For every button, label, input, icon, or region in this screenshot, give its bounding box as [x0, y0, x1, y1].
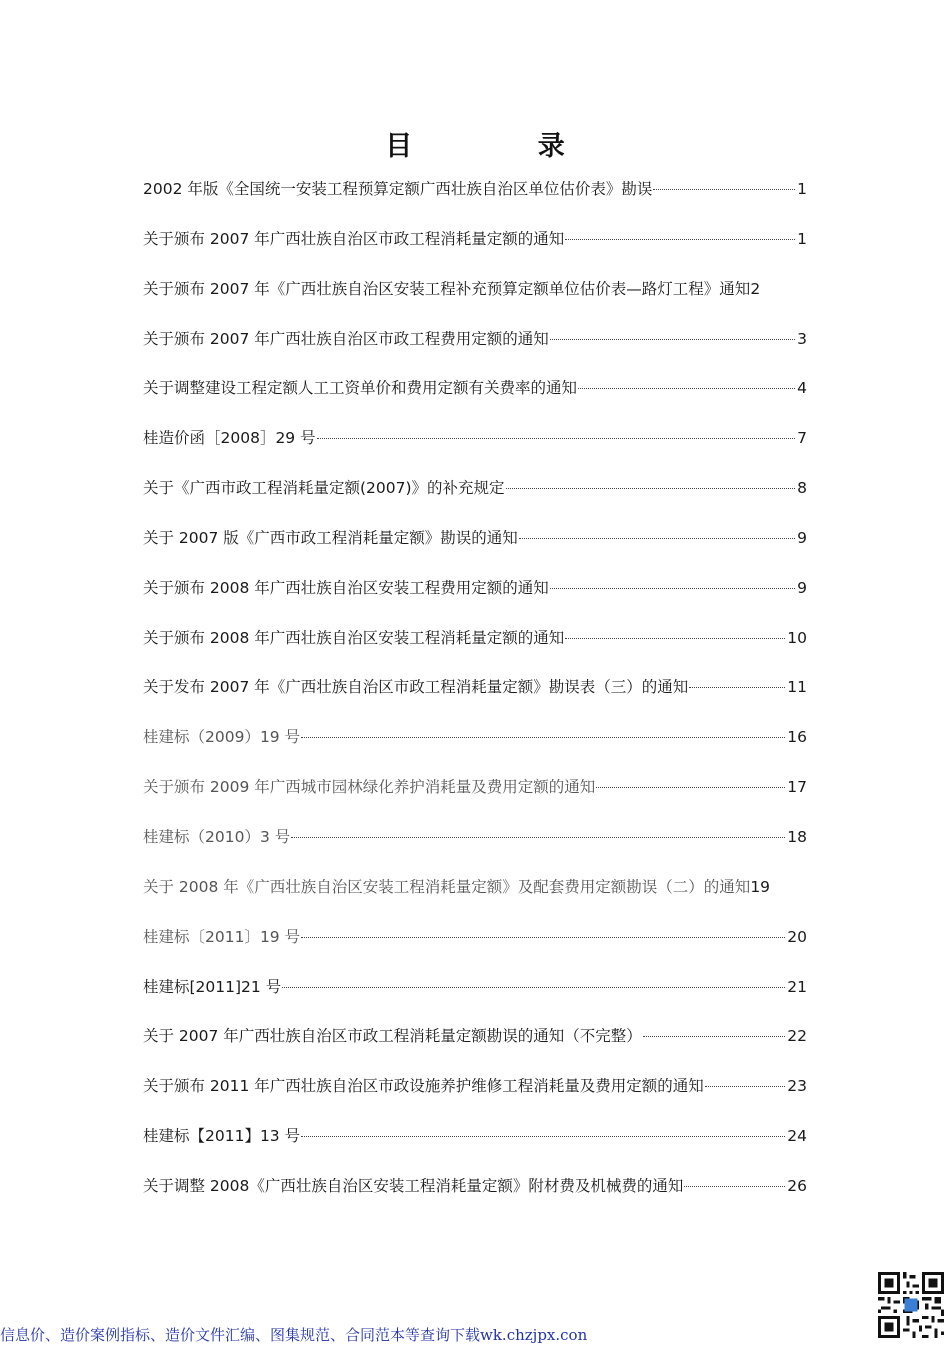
dot-leader: [301, 1136, 785, 1137]
toc-entry[interactable]: [143, 623, 807, 673]
toc-entry[interactable]: [143, 922, 807, 972]
toc-entry-title: 关于 2007 版《广西市政工程消耗量定额》勘误的通知: [143, 528, 518, 547]
dot-leader: [578, 388, 795, 389]
toc-entry[interactable]: [143, 473, 807, 523]
toc-entry-page: 18: [787, 827, 807, 846]
toc-entry-title: 关于颁布 2011 年广西壮族自治区市政设施养护维修工程消耗量及费用定额的通知: [143, 1077, 704, 1096]
toc-entry-page: 1: [797, 229, 807, 248]
toc-entry-page: 7: [797, 429, 807, 448]
toc-entry-page: 11: [787, 678, 807, 697]
dot-leader: [565, 239, 795, 240]
dot-leader: [291, 837, 785, 838]
toc-entry-title: 桂造价函［2008］29 号: [143, 429, 316, 448]
dot-leader: [550, 339, 795, 340]
toc-entry-title: 关于发布 2007 年《广西壮族自治区市政工程消耗量定额》勘误表（三）的通知: [143, 678, 689, 697]
toc-entry-page: 8: [797, 479, 807, 498]
toc-entry-title: 桂建标[2011]21 号: [143, 977, 282, 996]
toc-entry[interactable]: [143, 274, 807, 324]
toc-entry-page: 16: [787, 728, 807, 747]
toc-entry-page: 24: [787, 1127, 807, 1146]
toc-entry-page: 3: [797, 329, 807, 348]
toc-entry[interactable]: [143, 872, 807, 922]
toc-entry-page: 4: [797, 379, 807, 398]
toc-entry-title: 桂建标【2011】13 号: [143, 1127, 301, 1146]
toc-entry-title: 桂建标（2010）3 号: [143, 827, 291, 846]
toc-entry[interactable]: [143, 523, 807, 573]
toc-entry[interactable]: [143, 672, 807, 722]
toc-entry-page: 17: [787, 778, 807, 797]
toc-entry-title: 关于颁布 2009 年广西城市园林绿化养护消耗量及费用定额的通知: [143, 778, 596, 797]
qr-code-icon[interactable]: [878, 1272, 944, 1338]
toc-entry[interactable]: [143, 423, 807, 473]
toc-entry[interactable]: [143, 1121, 807, 1171]
toc-entry-page: 9: [797, 578, 807, 597]
toc-entry-title: 关于 2007 年广西壮族自治区市政工程消耗量定额勘误的通知（不完整）: [143, 1027, 642, 1046]
toc-entry[interactable]: [143, 573, 807, 623]
toc-entry[interactable]: [143, 822, 807, 872]
dot-leader: [705, 1086, 785, 1087]
dot-leader: [550, 588, 795, 589]
toc-entry[interactable]: [143, 972, 807, 1022]
toc-entry-title: 桂建标（2009）19 号: [143, 728, 301, 747]
toc-entry[interactable]: [143, 324, 807, 374]
dot-leader: [689, 687, 785, 688]
dot-leader: [565, 638, 785, 639]
toc-entry[interactable]: [143, 1171, 807, 1221]
toc-entry-title: 桂建标〔2011〕19 号: [143, 927, 301, 946]
toc-entry-title: 关于调整 2008《广西壮族自治区安装工程消耗量定额》附材费及机械费的通知: [143, 1176, 684, 1195]
footer-watermark-link[interactable]: 信息价、造价案例指标、造价文件汇编、图集规范、合同范本等查询下载wk.chzjpx.con: [0, 1326, 588, 1344]
dot-leader: [301, 737, 785, 738]
toc-entry-page: 10: [787, 628, 807, 647]
toc-entry[interactable]: [143, 174, 807, 224]
toc-entry[interactable]: [143, 772, 807, 822]
toc-entry-page: 1: [797, 180, 807, 198]
toc-entry-page: 19: [750, 877, 771, 896]
dot-leader: [301, 937, 785, 938]
dot-leader: [317, 438, 796, 439]
toc-entry-page: 21: [787, 977, 807, 996]
dot-leader: [282, 987, 785, 988]
toc-entry-title: 关于颁布 2007 年广西壮族自治区市政工程消耗量定额的通知: [143, 229, 565, 248]
toc-entry[interactable]: [143, 224, 807, 274]
dot-leader: [653, 189, 795, 190]
toc-entry-title: 关于颁布 2007 年《广西壮族自治区安装工程补充预算定额单位估价表—路灯工程》通知: [143, 279, 751, 298]
toc-entry-title: 2002 年版《全国统一安装工程预算定额广西壮族自治区单位估价表》勘误: [143, 180, 653, 198]
toc-entry-title: 关于 2008 年《广西壮族自治区安装工程消耗量定额》及配套费用定额勘误（二）的通知: [143, 877, 751, 896]
toc-entry[interactable]: [143, 1021, 807, 1071]
page-title: 目 录: [385, 131, 623, 162]
dot-leader: [506, 488, 796, 489]
toc-entry-page: 26: [787, 1176, 807, 1195]
toc-entry-title: 关于颁布 2008 年广西壮族自治区安装工程消耗量定额的通知: [143, 628, 565, 647]
toc-entry-page: 9: [797, 528, 807, 547]
toc-entry-title: 关于《广西市政工程消耗量定额(2007)》的补充规定: [143, 479, 505, 498]
toc-entry[interactable]: [143, 1071, 807, 1121]
toc-entry[interactable]: [143, 373, 807, 423]
dot-leader: [684, 1186, 785, 1187]
toc-entry-page: 22: [787, 1027, 807, 1046]
toc-entry-page: 2: [750, 279, 761, 298]
dot-leader: [596, 787, 785, 788]
dot-leader: [643, 1036, 785, 1037]
dot-leader: [519, 538, 795, 539]
toc-entry-title: 关于颁布 2007 年广西壮族自治区市政工程费用定额的通知: [143, 329, 549, 348]
toc-entry-page: 23: [787, 1077, 807, 1096]
toc-entry-page: 20: [787, 927, 807, 946]
toc-entry-title: 关于调整建设工程定额人工工资单价和费用定额有关费率的通知: [143, 379, 578, 398]
toc-entry-title: 关于颁布 2008 年广西壮族自治区安装工程费用定额的通知: [143, 578, 549, 597]
toc-entry[interactable]: [143, 722, 807, 772]
table-of-contents: [143, 174, 807, 1221]
